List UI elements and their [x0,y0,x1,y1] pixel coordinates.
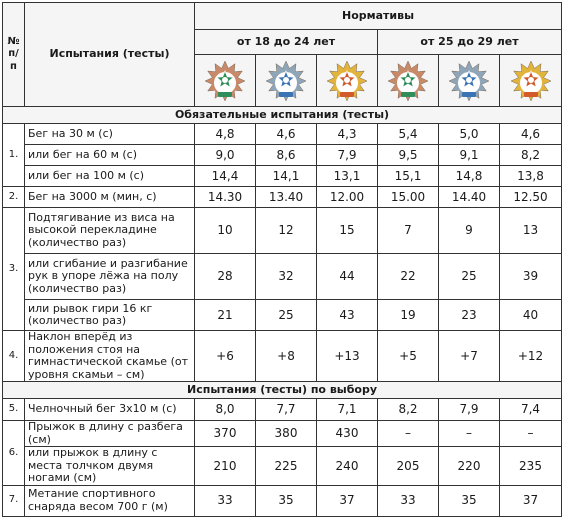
value-cell: 13,1 [317,166,378,187]
gold-badge-icon [325,59,369,103]
value-cell: 25 [439,254,500,300]
value-cell: 40 [500,300,562,331]
value-cell: +12 [500,331,562,382]
value-cell: 7 [378,208,439,254]
test-header: Испытания (тесты) [25,3,195,107]
value-cell: 430 [317,421,378,447]
table-row [3,124,562,145]
table-row [3,399,562,421]
bronze-badge-icon [386,59,430,103]
value-cell: 14,1 [256,166,317,187]
value-cell: 15,1 [378,166,439,187]
test-name: Метание спортивного снаряда весом 700 г (м) [25,485,195,516]
value-cell: 22 [378,254,439,300]
value-cell: 4,6 [256,124,317,145]
value-cell: 39 [500,254,562,300]
test-name: или бег на 100 м (с) [25,166,195,187]
value-cell: 14,4 [195,166,256,187]
row-number: 3. [3,208,25,331]
gold-badge-icon [509,59,553,103]
value-cell: 380 [256,421,317,447]
norms-header: Нормативы [195,3,562,30]
value-cell: 9,0 [195,145,256,166]
value-cell: 43 [317,300,378,331]
value-cell: 14.40 [439,187,500,208]
value-cell: 235 [500,447,562,486]
table-row [3,208,562,254]
value-cell: 4,6 [500,124,562,145]
value-cell: 25 [256,300,317,331]
value-cell: 15 [317,208,378,254]
value-cell: +13 [317,331,378,382]
section-mandatory: Обязательные испытания (тесты) [3,107,562,124]
value-cell: 35 [256,485,317,516]
value-cell: 8,6 [256,145,317,166]
value-cell: 37 [500,485,562,516]
test-name: Подтягивание из виса на высокой перекладине (количество раз) [25,208,195,254]
value-cell: 12.00 [317,187,378,208]
table-row [3,145,562,166]
table-row [3,447,562,486]
test-name: или рывок гири 16 кг (количество раз) [25,300,195,331]
row-number: 2. [3,187,25,208]
section-optional: Испытания (тесты) по выбору [3,382,562,399]
value-cell: 5,0 [439,124,500,145]
test-name: или прыжок в длину с места толчком двумя ногами (см) [25,447,195,486]
value-cell: 7,9 [439,399,500,421]
value-cell: 19 [378,300,439,331]
table-row [3,421,562,447]
value-cell: 14,8 [439,166,500,187]
value-cell: 370 [195,421,256,447]
value-cell: 9,1 [439,145,500,166]
value-cell: 9,5 [378,145,439,166]
test-name: или сгибание и разгибание рук в упоре лёжа на полу (количество раз) [25,254,195,300]
value-cell: +8 [256,331,317,382]
value-cell: 210 [195,447,256,486]
value-cell: – [439,421,500,447]
silver-badge-icon [447,59,491,103]
value-cell: 37 [317,485,378,516]
silver-badge-icon [264,59,308,103]
table-row [3,166,562,187]
value-cell: 13.40 [256,187,317,208]
value-cell: 7,7 [256,399,317,421]
value-cell: 8,0 [195,399,256,421]
value-cell: 7,4 [500,399,562,421]
row-number: 4. [3,331,25,382]
value-cell: +7 [439,331,500,382]
value-cell: 7,9 [317,145,378,166]
age-group-18-24: от 18 до 24 лет [195,30,378,55]
value-cell: 28 [195,254,256,300]
test-name: Прыжок в длину с разбега (см) [25,421,195,447]
num-header: № п/п [3,3,25,107]
bronze-badge-icon [203,59,247,103]
value-cell: 12.50 [500,187,562,208]
value-cell: 4,8 [195,124,256,145]
test-name: Бег на 3000 м (мин, с) [25,187,195,208]
value-cell: 33 [195,485,256,516]
norms-table [2,2,562,517]
value-cell: 21 [195,300,256,331]
test-name: Наклон вперёд из положения стоя на гимнастической скамье (от уровня скамьи – см) [25,331,195,382]
value-cell: 32 [256,254,317,300]
row-number: 5. [3,399,25,421]
value-cell: – [500,421,562,447]
row-number: 1. [3,124,25,187]
row-number: 7. [3,485,25,516]
value-cell: – [378,421,439,447]
value-cell: 14.30 [195,187,256,208]
value-cell: 205 [378,447,439,486]
value-cell: 15.00 [378,187,439,208]
value-cell: 13,8 [500,166,562,187]
value-cell: +6 [195,331,256,382]
row-number: 6. [3,421,25,486]
value-cell: 13 [500,208,562,254]
table-row [3,300,562,331]
test-name: Бег на 30 м (с) [25,124,195,145]
table-row [3,187,562,208]
table-row [3,485,562,516]
value-cell: 5,4 [378,124,439,145]
table-row [3,331,562,382]
value-cell: 220 [439,447,500,486]
value-cell: 33 [378,485,439,516]
value-cell: 44 [317,254,378,300]
value-cell: 4,3 [317,124,378,145]
value-cell: 23 [439,300,500,331]
test-name: Челночный бег 3х10 м (с) [25,399,195,421]
age-group-25-29: от 25 до 29 лет [378,30,562,55]
value-cell: 9 [439,208,500,254]
value-cell: 12 [256,208,317,254]
value-cell: 10 [195,208,256,254]
value-cell: 240 [317,447,378,486]
test-name: или бег на 60 м (с) [25,145,195,166]
value-cell: 225 [256,447,317,486]
value-cell: 7,1 [317,399,378,421]
value-cell: 35 [439,485,500,516]
table-row [3,254,562,300]
value-cell: 8,2 [500,145,562,166]
value-cell: 8,2 [378,399,439,421]
value-cell: +5 [378,331,439,382]
